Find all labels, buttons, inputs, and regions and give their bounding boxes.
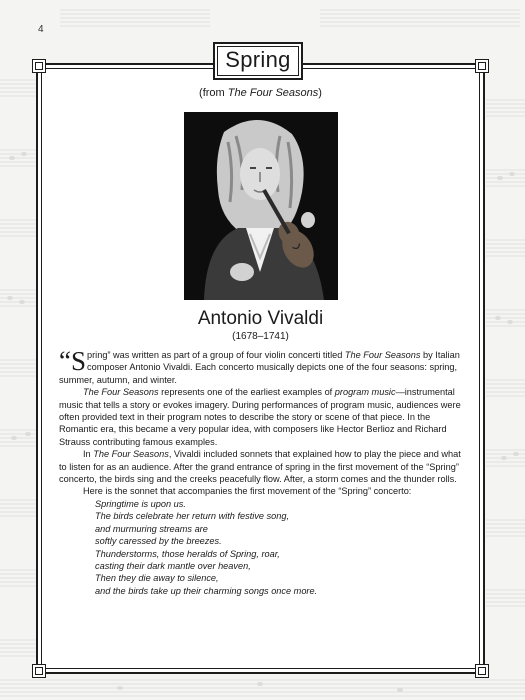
corner-ornament-icon (32, 664, 46, 678)
subtitle-work-title: The Four Seasons (227, 87, 319, 99)
paragraph-program-music (59, 386, 463, 448)
text-run: —instrumental music that tells a story or evokes imagery. During performances of program music, audiences were often provided text in their program notes to describe the story or scene of that piece. In the Romantic era, this became a very popular idea, with composers like Hector Berlioz and Richard Strauss contributing famous examples. (59, 387, 461, 447)
sonnet (59, 498, 463, 597)
subtitle-prefix: (from (199, 87, 228, 99)
text-run: represents one of the earliest examples of (158, 387, 335, 398)
paragraph-sonnet-intro: Here is the sonnet that accompanies the first movement of the “Spring” concerto: (83, 486, 412, 497)
sonnet-line: and murmuring streams are (95, 523, 208, 534)
text-run: pring” was written as part of a group of four violin concerti titled (87, 350, 345, 360)
sonnet-line: Then they die away to silence, (95, 573, 219, 584)
text-run: by Italian composer Antonio Vivaldi. Each concerto musically depicts one of the four seasons: spring, summer, autumn, and winter. (59, 350, 460, 385)
sonnet-line: softly caressed by the breezes. (95, 536, 222, 547)
work-title: The Four Seasons (93, 449, 169, 460)
text-run: In (83, 449, 94, 460)
corner-ornament-icon (475, 664, 489, 678)
corner-ornament-icon (475, 59, 489, 73)
composer-name: Antonio Vivaldi (197, 308, 324, 329)
text-run: , Vivaldi included sonnets that explained how to play the piece and what to listen for as an audience. After the grand entrance of spring in the first movement of the “Spring” concerto, the birds sing and the creeks peacefully flow. After, a storm comes and the thunder rolls. (59, 449, 461, 485)
composer-dates: (1678–1741) (232, 331, 289, 342)
page-subtitle (41, 87, 480, 99)
sonnet-line: Springtime is upon us. (95, 498, 186, 509)
page-number: 4 (38, 24, 44, 35)
subtitle-suffix: ) (318, 87, 322, 99)
vivaldi-portrait (184, 112, 338, 300)
work-title: The Four Seasons (344, 350, 421, 360)
title-box (213, 42, 303, 80)
portrait-illustration (184, 112, 338, 300)
sonnet-line: Thunderstorms, those heralds of Spring, roar, (95, 548, 280, 559)
paragraph-sonnets (59, 448, 463, 485)
sonnet-line: The birds celebrate her return with festive song, (95, 511, 290, 522)
sonnet-line: and the birds take up their charming songs once more. (95, 585, 318, 596)
page-title: Spring (225, 47, 291, 72)
corner-ornament-icon (32, 59, 46, 73)
article-body (59, 346, 463, 597)
drop-cap: “S (59, 346, 86, 376)
term: program music (334, 387, 396, 398)
sonnet-line: casting their dark mantle over heaven, (95, 560, 251, 571)
paragraph-intro (59, 346, 463, 386)
work-title: The Four Seasons (83, 387, 159, 398)
